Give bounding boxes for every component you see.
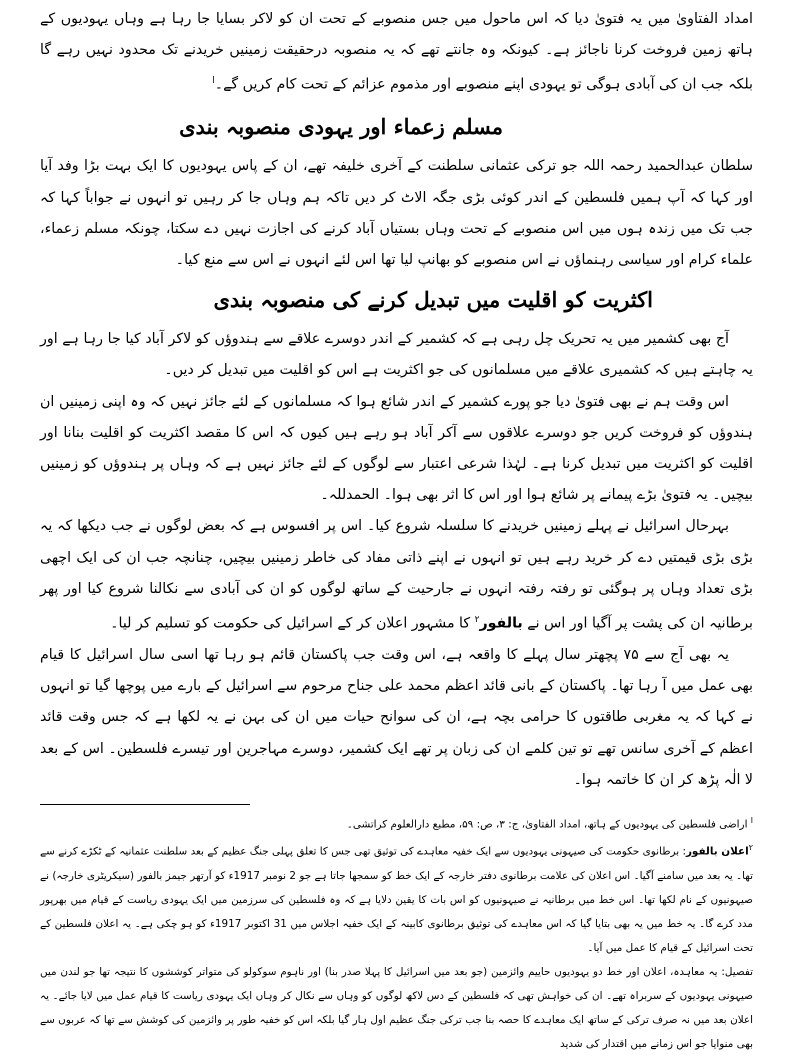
paragraph-fatwa: اس وقت ہم نے بھی فتویٰ دیا جو پورے کشمیر کے اندر شائع ہوا کہ مسلمانوں کے لئے جائز نہیں کہ وہ اپنی زمینیں ان ہندوؤں کو فروخت کریں جو دوسرے علاقوں سے آکر آباد ہو رہے ہیں کیوں کہ اس کا مقصد اکثریت کو اقلیت بنانا اور اقلیت کو اکثریت میں تبدیل کرنا ہے۔ لہٰذا شرعی اعتبار سے لوگوں کے لئے جائز نہیں ہے کہ وہاں پر ہندوؤں کو زمینیں بیچیں۔ یہ فتویٰ بڑے پیمانے پر شائع ہوا اور اس کا اثر بھی ہوا۔ الحمدللہ۔ — [40, 393, 753, 504]
paragraph-israel-text-a: بہرحال اسرائیل نے پہلے زمینیں خریدنے کا سلسلہ شروع کیا۔ اس پر افسوس ہے کہ بعض لوگوں نے جب دیکھا کہ یہ بڑی بڑی قیمتیں دے کر خرید رہے ہیں تو انہوں نے اپنے ذاتی مفاد کی خاطر زمینیں بیچیں، چنانچہ جب ان کی ایک اچھی بڑی تعداد وہاں پر ہوگئی تو رفتہ رفتہ انہوں نے جارحیت کے ساتھ لوگوں کو ان کی آبادی سے نکالنا شروع کیا اور پھر برطانیہ ان کی پشت پر آگیا اور اس نے — [40, 518, 753, 632]
paragraph-kashmir: آج بھی کشمیر میں یہ تحریک چل رہی ہے کہ کشمیر کے اندر دوسرے علاقے سے ہندوؤں کو لاکر آباد کیا جا رہا ہے اور یہ چاہتے ہیں کہ کشمیری علاقے میں مسلمانوں کی جو اکثریت ہے اس کو اقلیت میں تبدیل کر دیں۔ — [40, 331, 753, 379]
balfour-term: بالفور — [479, 615, 523, 632]
footnote-mark: ا — [750, 815, 753, 825]
footnote-2 — [40, 836, 753, 959]
paragraph-quaid: یہ بھی آج سے ۷۵ پچھتر سال پہلے کا واقعہ ہے، اس وقت جب پاکستان قائم ہو رہا تھا اسی سال اسرائیل کا قیام بھی عمل میں آ رہا تھا۔ پاکستان کے بانی قائد اعظم محمد علی جناح مرحوم سے اسرائیل کے بارے میں پوچھا گیا تو انہوں نے کہا کہ یہ مغربی طاقتوں کا حرامی بچہ ہے، ان کی سوانح حیات میں ان کی بہن نے یہ لکھا ہے کہ جس وقت قائد اعظم کے آخری سانس تھے تو تین کلمے ان کی زبان پر تھے ایک کشمیر، دوسرے مہاجرین اور تیسرے فلسطین۔ اس کے بعد لا الٰہ پڑھ کر ان کا خاتمہ ہوا۔ — [40, 646, 753, 788]
section-heading-majority-minority: اکثریت کو اقلیت میں تبدیل کرنے کی منصوبہ بندی — [213, 287, 653, 313]
intro-text: امداد الفتاویٰ میں یہ فتویٰ دیا کہ اس ماحول میں جس منصوبے کے تحت ان کو لاکر بسایا جا رہا ہے وہاں یہودیوں کے ہاتھ زمین فروخت کرنا ناجائز ہے۔ کیونکہ وہ جانتے تھے کہ یہ منصوبہ درحقیقت زمینیں خریدنے تک محدود نہیں رہے گا بلکہ جب ان کی آبادی ہوگی تو یہودی اپنے منصوبے اور مذموم عزائم کے تحت کام کریں گے۔ — [40, 11, 753, 94]
footnote-marker: ا — [212, 76, 215, 87]
footnote-text: تفصیل: یہ معاہدہ، اعلان اور خط دو یہودیوں حاییم وائزمین (جو بعد میں اسرائیل کا پہلا صدر بنا) اور ناہوم سوکولو کی متواتر کوششوں کا نتیجہ تھا جو لندن میں صیہونی یہودیوں کے سربراہ تھے۔ ان کی خواہش تھی کہ فلسطین کے دس لاکھ لوگوں کو وہاں سے نکال کر وہاں ایک یہودی ریاست کا قیام عمل میں لایا جائے۔ یہ اعلان بعد میں نہ صرف ترکی کے ساتھ ایک معاہدے کا حصہ بنا جب ترکی جنگ عظیم اول ہار گیا بلکہ اس کو خفیہ طور پر وائزمین کی کوشش سے تھا کہ عربوں سے بھی منوایا جو اس زمانے میں اقتدار کی شدید — [40, 965, 753, 1050]
paragraph-israel-text-b: کا مشہور اعلان کر کے اسرائیل کی حکومت کو تسلیم کر لیا۔ — [110, 615, 475, 632]
footnote-3 — [40, 960, 753, 1056]
section-heading-muslim-leaders: مسلم زعماء اور یہودی منصوبہ بندی — [179, 114, 503, 140]
footnote-1 — [40, 809, 753, 836]
footnote-text: اراضی فلسطین کی یہودیوں کے ہاتھ، امداد الفتاویٰ، ج: ۳، ص: ۵۹، مطبع دارالعلوم کراتشی۔ — [346, 818, 748, 831]
footnote-bold-term: اعلان بالفور — [685, 845, 749, 858]
footnote-text: : برطانوی حکومت کی صیہونی یہودیوں سے ایک خفیہ معاہدے کی توثیق تھی جس کا تعلق پہلی جنگ عظیم کے بعد سلطنت عثمانیہ کے ٹکڑے کرنے سے تھا۔ یہ بعد میں سامنے آگیا۔ اس اعلان کی علامت برطانوی دفتر خارجہ کے ایک خط کو سمجھا جاتا ہے جو 2 نومبر 1917ء کو آرتھر جیمز بالفور (سیکریٹری خارجہ) نے صیہونیوں کے نام لکھا تھا۔ اس خط میں برطانیہ نے صیہونیوں کو اس بات کا یقین دلایا ہے کہ وہ فلسطین کی سرزمین میں ایک یہودی ریاست کے قیام میں بھرپور مدد کرے گا۔ یہ خط میں یہ بھی بتایا گیا کہ اس معاہدے کی توثیق برطانوی کابینہ کے ایک خفیہ اجلاس میں 31 اکتوبر 1917ء کو ہو چکی ہے۔ یہ اعلان فلسطین کے تحت اسرائیل کے قیام کا عمل میں آیا۔ — [40, 845, 753, 954]
paragraph-israel-land — [40, 511, 753, 640]
paragraph-sultan: سلطان عبدالحمید رحمہ اللہ جو ترکی عثمانی سلطنت کے آخری خلیفہ تھے، ان کے پاس یہودیوں کا ایک بہت بڑا وفد آیا اور کہا کہ آپ ہمیں فلسطین کے اندر کوئی بڑی جگہ الاٹ کر دیں تاکہ ہم وہاں جا کر رہیں تو انہوں نے جواباً کہا کہ جب تک میں زندہ ہوں میں اس منصوبے کے تحت وہاں بستیاں آباد کرنے کی اجازت نہیں دے سکتا، چونکہ مسلم زعماء، علماء کرام اور سیاسی رہنماؤں نے اس منصوبے کو بھانپ لیا تھا اس لئے انہوں نے اس سے منع کیا۔ — [40, 158, 753, 268]
footnote-divider — [40, 804, 250, 805]
footnote-marker: ۲ — [474, 614, 480, 625]
footnote-mark: ۲ — [748, 843, 753, 853]
intro-paragraph — [40, 4, 753, 101]
